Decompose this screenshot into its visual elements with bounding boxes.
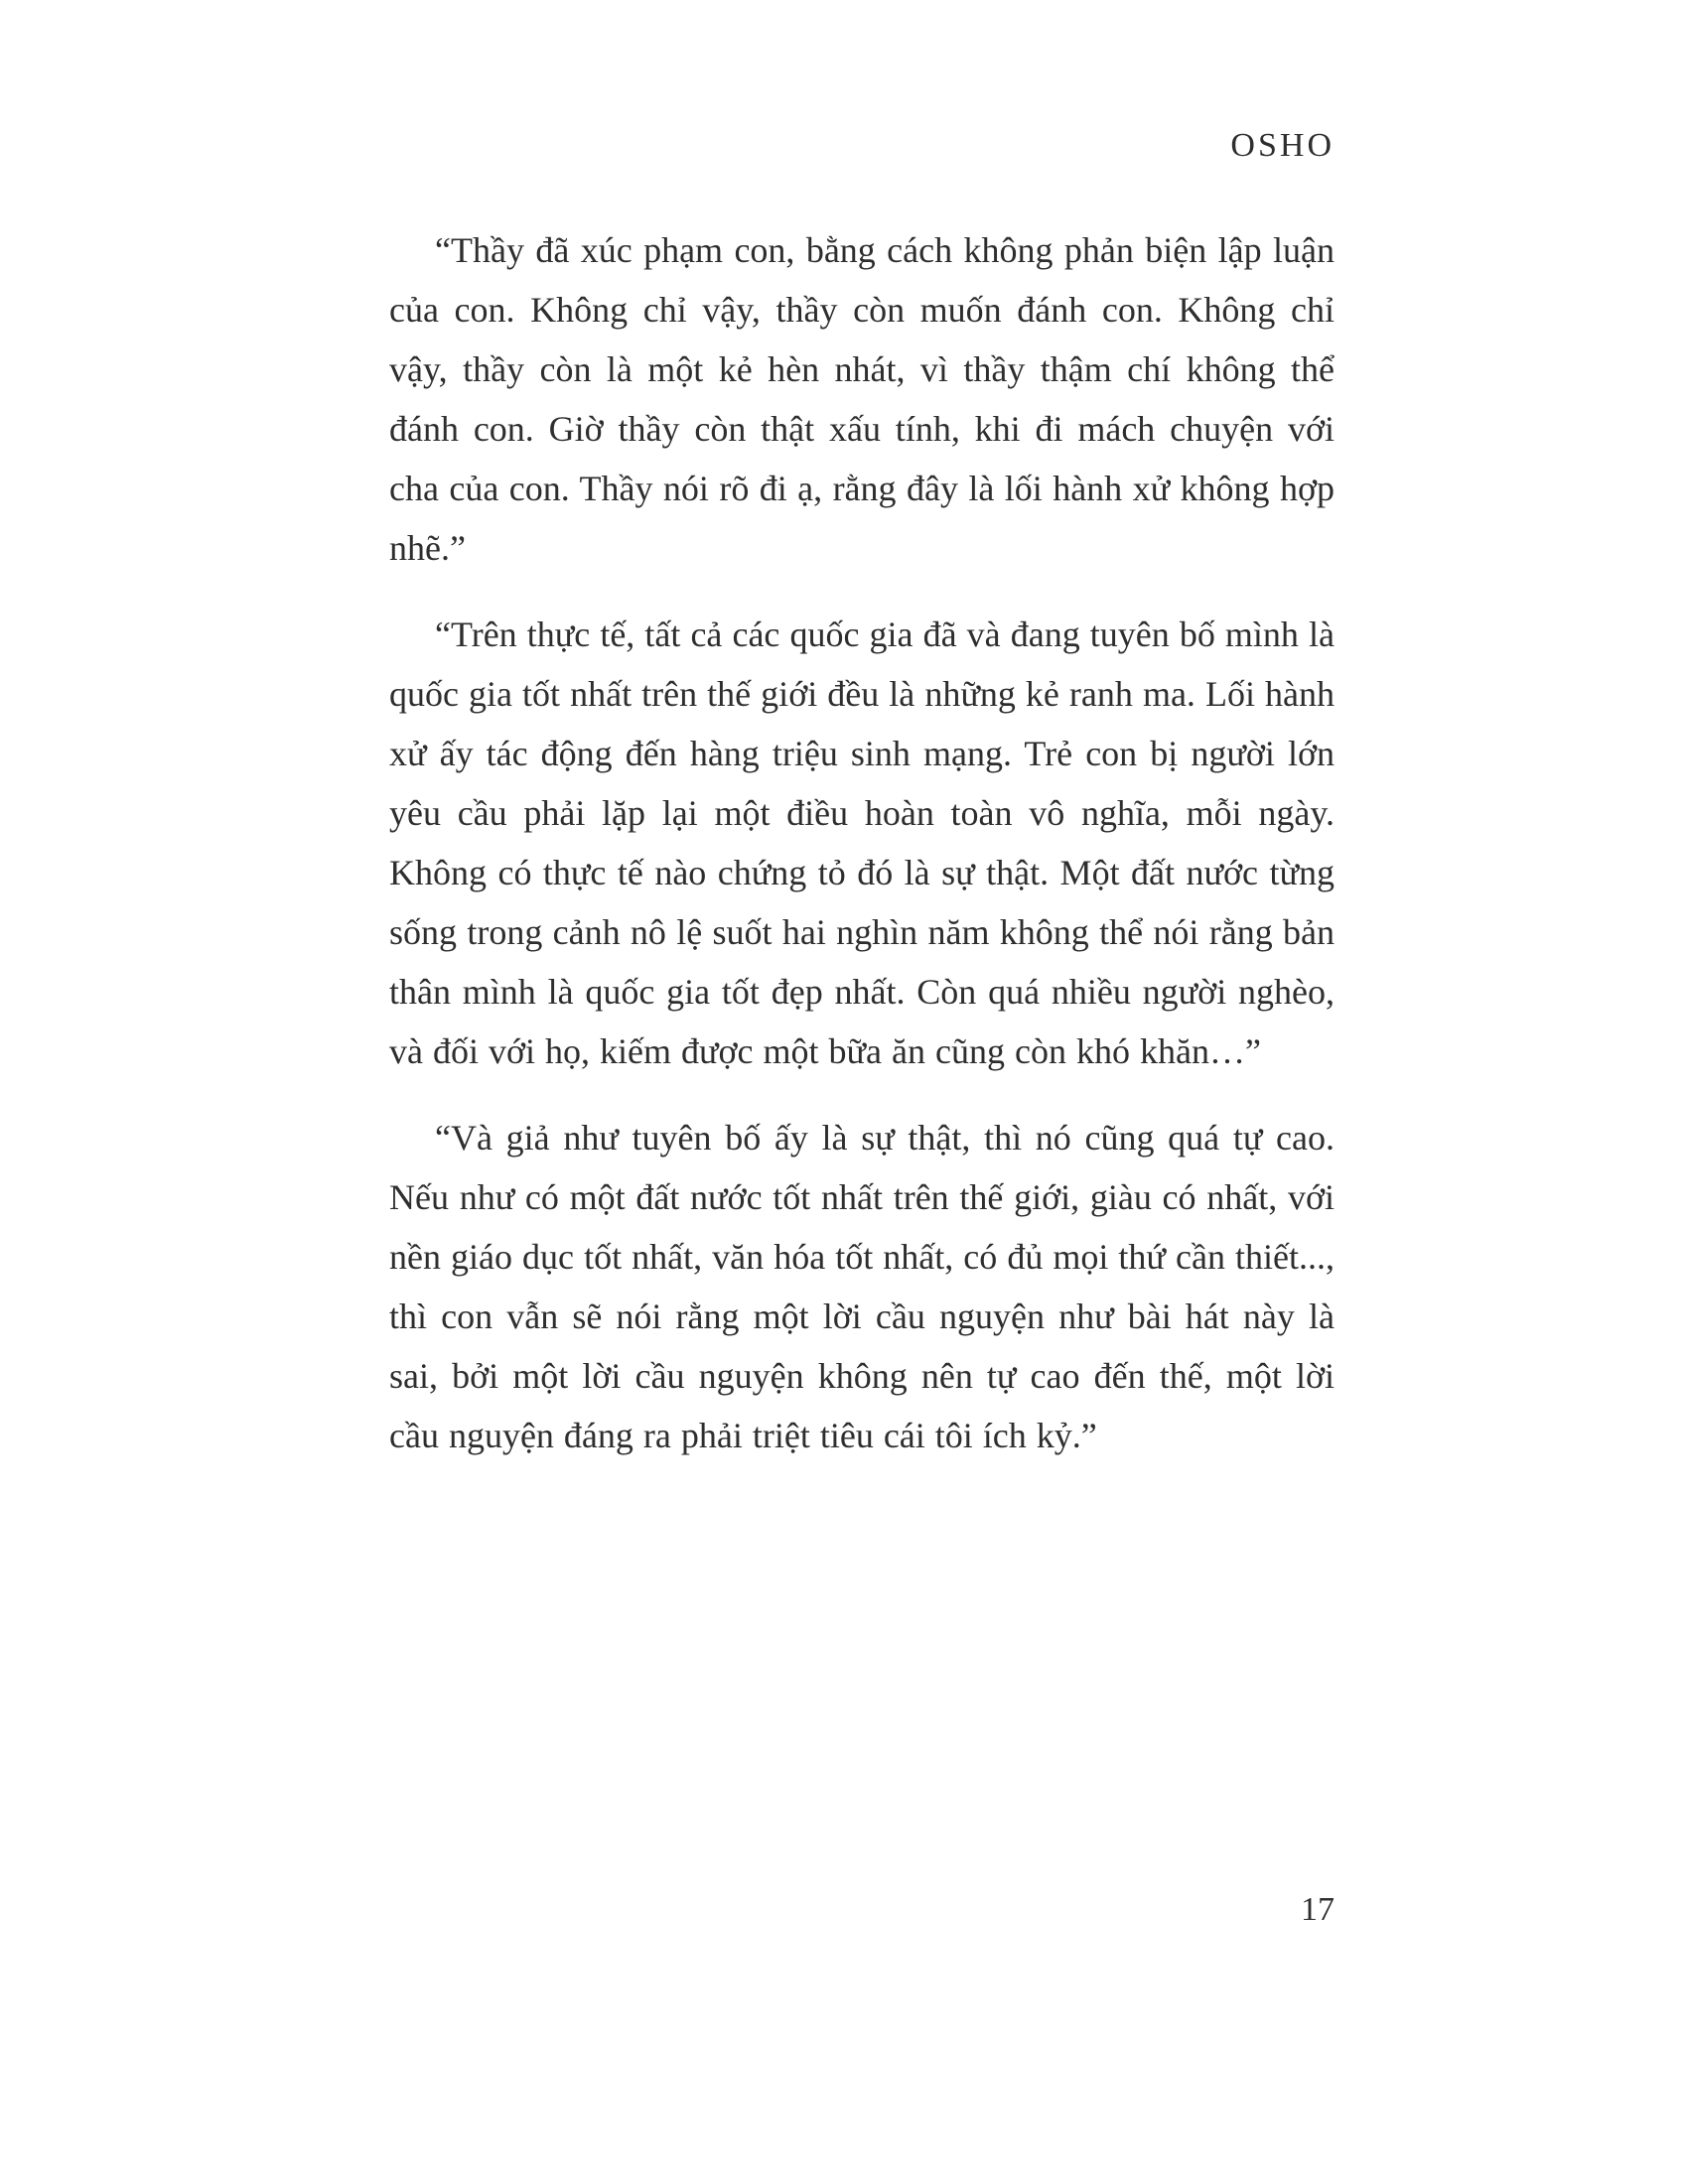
page-number: 17 bbox=[1301, 1891, 1335, 1928]
running-header: OSHO bbox=[1230, 127, 1335, 164]
text-column bbox=[389, 0, 1335, 2184]
body-text bbox=[389, 220, 1335, 1492]
paragraph-1: “Thầy đã xúc phạm con, bằng cách không phản biện lập luận của con. Không chỉ vậy, thầy còn muốn đánh con. Không chỉ vậy, thầy còn là một kẻ hèn nhát, vì thầy thậm chí không thể đánh con. Giờ thầy còn thật xấu tính, khi đi mách chuyện với cha của con. Thầy nói rõ đi ạ, rằng đây là lối hành xử không hợp nhẽ.” bbox=[389, 230, 1335, 568]
paragraph-3: “Và giả như tuyên bố ấy là sự thật, thì nó cũng quá tự cao. Nếu như có một đất nước tốt nhất trên thế giới, giàu có nhất, với nền giáo dục tốt nhất, văn hóa tốt nhất, có đủ mọi thứ cần thiết..., thì con vẫn sẽ nói rằng một lời cầu nguyện như bài hát này là sai, bởi một lời cầu nguyện không nên tự cao đến thế, một lời cầu nguyện đáng ra phải triệt tiêu cái tôi ích kỷ.” bbox=[389, 1118, 1335, 1455]
paragraph-2: “Trên thực tế, tất cả các quốc gia đã và đang tuyên bố mình là quốc gia tốt nhất trên thế giới đều là những kẻ ranh ma. Lối hành xử ấy tác động đến hàng triệu sinh mạng. Trẻ con bị người lớn yêu cầu phải lặp lại một điều hoàn toàn vô nghĩa, mỗi ngày. Không có thực tế nào chứng tỏ đó là sự thật. Một đất nước từng sống trong cảnh nô lệ suốt hai nghìn năm không thể nói rằng bản thân mình là quốc gia tốt đẹp nhất. Còn quá nhiều người nghèo, và đối với họ, kiếm được một bữa ăn cũng còn khó khăn…” bbox=[389, 614, 1335, 1071]
